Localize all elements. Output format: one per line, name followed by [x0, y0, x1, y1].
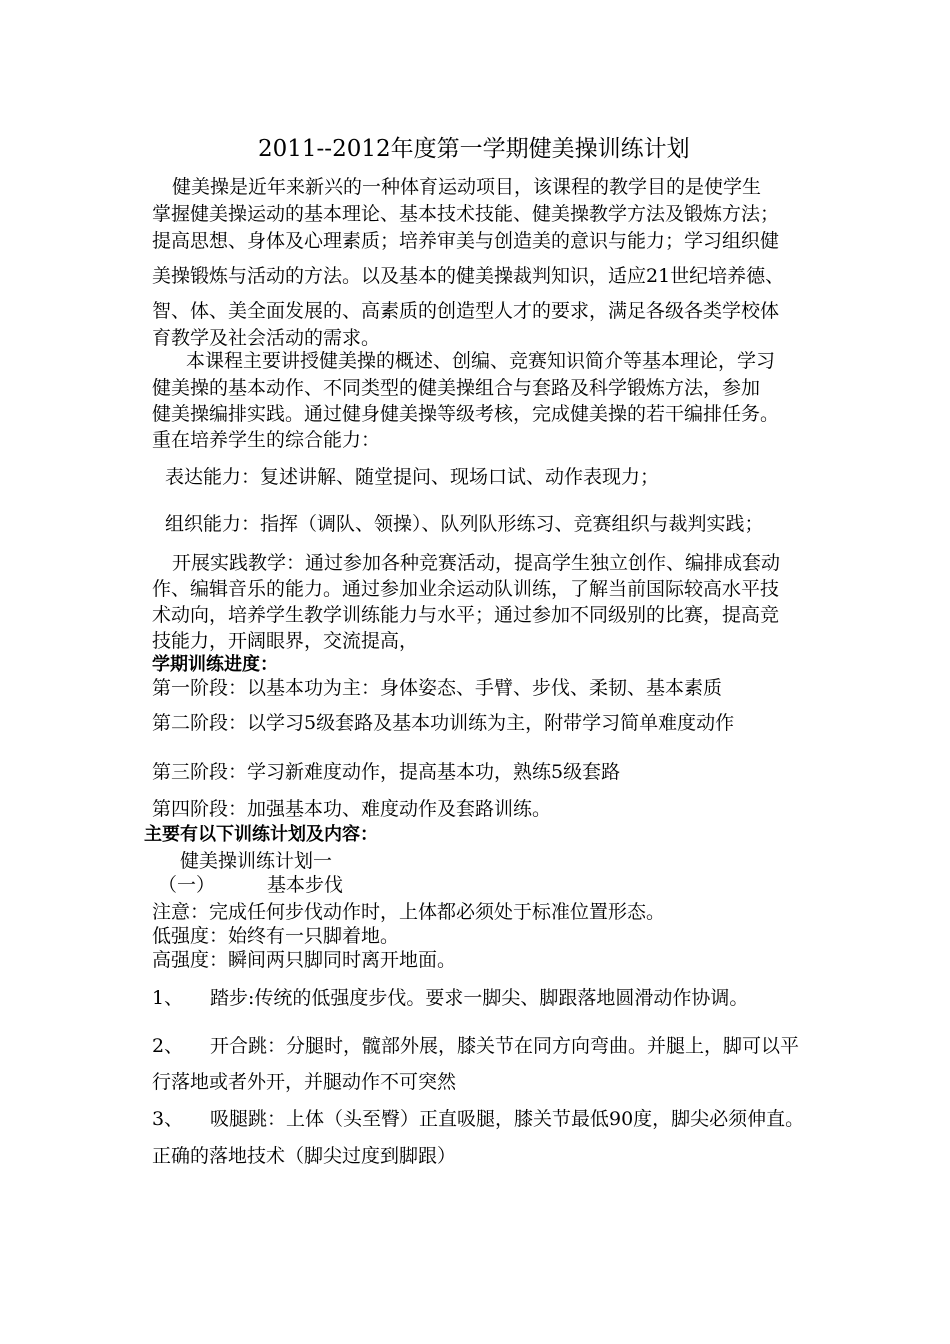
- intro-line: 健美操是近年来新兴的一种体育运动项目，该课程的教学目的是使学生: [172, 176, 762, 198]
- intro-line: 育教学及社会活动的需求。: [152, 327, 381, 349]
- item-continuation: 行落地或者外开，并腿动作不可突然: [152, 1071, 457, 1093]
- stage-item: 第四阶段：加强基本功、难度动作及套路训练。: [152, 798, 552, 820]
- stage-item: 第二阶段：以学习5级套路及基本功训练为主，附带学习简单难度动作: [152, 712, 735, 734]
- section-name: 基本步伐: [267, 874, 344, 896]
- note-line: 低强度：始终有一只脚着地。: [152, 925, 400, 947]
- stage-item: 第三阶段：学习新难度动作，提高基本功，熟练5级套路: [152, 761, 621, 783]
- item-text: 踏步:传统的低强度步伐。要求一脚尖、脚跟落地圆滑动作协调。: [210, 987, 749, 1009]
- item-text: 开合跳：分腿时，髋部外展，膝关节在同方向弯曲。并腿上，脚可以平: [210, 1035, 800, 1057]
- note-line: 注意：完成任何步伐动作时，上体都必须处于标准位置形态。: [152, 901, 666, 923]
- course-line: 重在培养学生的综合能力：: [152, 429, 381, 451]
- intro-line: 提高思想、身体及心理素质；培养审美与创造美的意识与能力；学习组织健: [152, 230, 780, 252]
- item-continuation: 正确的落地技术（脚尖过度到脚跟）: [152, 1145, 457, 1167]
- organization-ability: 组织能力：指挥（调队、领操）、队列队形练习、竞赛组织与裁判实践；: [165, 513, 764, 535]
- item-number: 3、: [152, 1108, 184, 1130]
- expression-ability: 表达能力：复述讲解、随堂提问、现场口试、动作表现力；: [165, 466, 660, 488]
- practice-line: 术动向，培养学生教学训练能力与水平；通过参加不同级别的比赛，提高竞: [152, 604, 780, 626]
- section-heading: [158, 872, 343, 898]
- course-line: 健美操编排实践。通过健身健美操等级考核，完成健美操的若干编排任务。: [152, 403, 780, 425]
- intro-line: 智、体、美全面发展的、高素质的创造型人才的要求，满足各级各类学校体: [152, 300, 780, 322]
- list-item: [152, 1033, 799, 1059]
- item-number: 2、: [152, 1035, 184, 1057]
- note-line: 高强度：瞬间两只脚同时离开地面。: [152, 949, 457, 971]
- progress-heading: 学期训练进度：: [152, 654, 278, 675]
- plan-heading: 主要有以下训练计划及内容：: [144, 824, 378, 845]
- list-item: [152, 985, 748, 1011]
- section-number: （一）: [158, 874, 216, 896]
- intro-line: 掌握健美操运动的基本理论、基本技术技能、健美操教学方法及锻炼方法；: [152, 203, 780, 225]
- practice-line: 技能力，开阔眼界，交流提高，: [152, 630, 419, 652]
- course-line: 健美操的基本动作、不同类型的健美操组合与套路及科学锻炼方法，参加: [152, 377, 761, 399]
- practice-line: 作、编辑音乐的能力。通过参加业余运动队训练，了解当前国际较高水平技: [152, 578, 780, 600]
- page-title: 2011--2012年度第一学期健美操训练计划: [258, 136, 690, 162]
- plan-one-title: 健美操训练计划一: [180, 850, 333, 872]
- course-line: 本课程主要讲授健美操的概述、创编、竞赛知识简介等基本理论，学习: [186, 350, 776, 372]
- intro-line: 美操锻炼与活动的方法。以及基本的健美操裁判知识，适应21世纪培养德、: [152, 265, 785, 287]
- practice-line: 开展实践教学：通过参加各种竞赛活动，提高学生独立创作、编排成套动: [172, 552, 781, 574]
- list-item: [152, 1106, 804, 1132]
- item-text: 吸腿跳：上体（头至臀）正直吸腿，膝关节最低90度，脚尖必须伸直。: [210, 1108, 805, 1130]
- stage-item: 第一阶段：以基本功为主：身体姿态、手臂、步伐、柔韧、基本素质: [152, 677, 723, 699]
- item-number: 1、: [152, 987, 184, 1009]
